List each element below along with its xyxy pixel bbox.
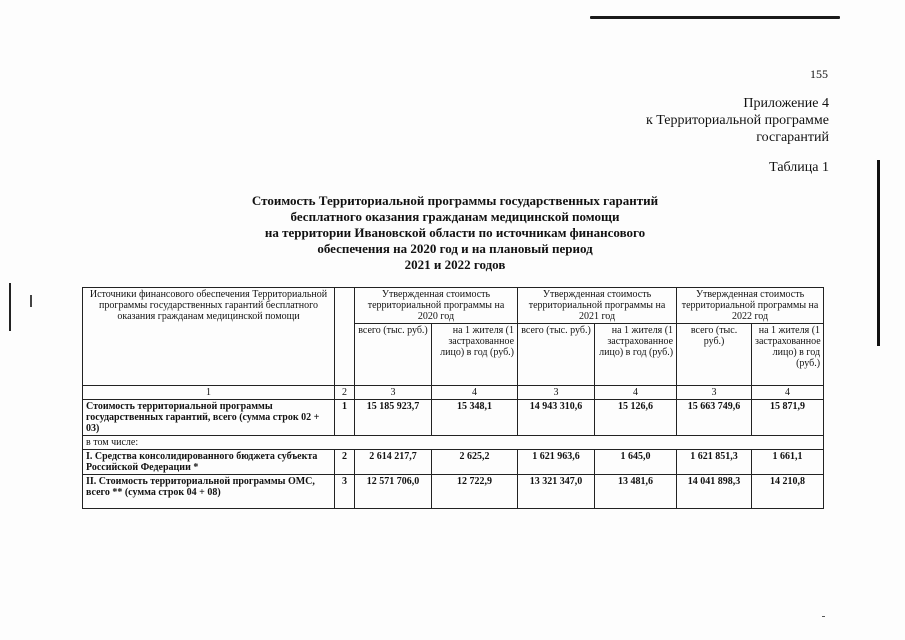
appendix-note	[646, 95, 829, 146]
column-index: 3	[677, 386, 752, 400]
column-index: 1	[83, 386, 335, 400]
year-header-2022: Утвержденная стоимость территориальной программы на 2022 год	[677, 288, 824, 324]
year-header-2021: Утвержденная стоимость территориальной программы на 2021 год	[518, 288, 677, 324]
per-capita-header: на 1 жителя (1 застрахованное лицо) в год (руб.)	[432, 324, 518, 386]
column-index: 3	[355, 386, 432, 400]
total-header: всего (тыс. руб.)	[518, 324, 595, 386]
cell-value: 12 571 706,0	[355, 475, 432, 509]
scan-artifact-mark	[9, 283, 11, 331]
cell-value: 15 126,6	[595, 400, 677, 436]
cell-value: 14 943 310,6	[518, 400, 595, 436]
table-row	[83, 475, 824, 509]
appendix-line: госгарантий	[756, 130, 829, 145]
year-header-2020: Утвержденная стоимость территориальной программы на 2020 год	[355, 288, 518, 324]
column-index: 2	[335, 386, 355, 400]
document-title	[205, 193, 705, 273]
column-index: 4	[595, 386, 677, 400]
title-line: на территории Ивановской области по источникам финансового	[264, 225, 646, 240]
column-index: 4	[432, 386, 518, 400]
scan-artifact-mark	[877, 160, 880, 346]
cell-value: 1 645,0	[595, 450, 677, 475]
page-number: 155	[810, 67, 828, 81]
row-number: 2	[335, 450, 355, 475]
cell-value: 1 621 851,3	[677, 450, 752, 475]
row-number: 3	[335, 475, 355, 509]
scan-artifact-dot	[822, 616, 825, 617]
num-header	[335, 288, 355, 386]
cell-value: 14 041 898,3	[677, 475, 752, 509]
appendix-line: Приложение 4	[743, 96, 829, 111]
title-line: 2021 и 2022 годов	[404, 257, 506, 272]
total-header: всего (тыс. руб.)	[677, 324, 752, 386]
cell-value: 14 210,8	[752, 475, 824, 509]
cell-value: 15 185 923,7	[355, 400, 432, 436]
cost-table	[82, 287, 824, 509]
cell-value: 13 481,6	[595, 475, 677, 509]
cell-value: 12 722,9	[432, 475, 518, 509]
column-index: 4	[752, 386, 824, 400]
title-line: Стоимость Территориальной программы государственных гарантий	[251, 193, 659, 208]
column-index: 3	[518, 386, 595, 400]
table-row	[83, 450, 824, 475]
cell-value: 2 614 217,7	[355, 450, 432, 475]
title-line: обеспечения на 2020 год и на плановый период	[317, 241, 593, 256]
row-label: I. Средства консолидированного бюджета субъекта Российской Федерации *	[83, 450, 335, 475]
cell-value: 1 661,1	[752, 450, 824, 475]
cell-value: 2 625,2	[432, 450, 518, 475]
row-label: в том числе:	[83, 436, 824, 450]
table-label: Таблица 1	[769, 160, 829, 175]
table-row	[83, 400, 824, 436]
scan-artifact-mark	[30, 295, 32, 307]
column-index-row	[83, 386, 824, 400]
row-number: 1	[335, 400, 355, 436]
row-label: Стоимость территориальной программы государственных гарантий, всего (сумма строк 02 + 03)	[83, 400, 335, 436]
appendix-line: к Территориальной программе	[645, 113, 829, 128]
source-header: Источники финансового обеспечения Территориальной программы государственных гарантий бесплатного оказания гражданам медицинской помощи	[83, 288, 335, 386]
table-header-row	[83, 288, 824, 324]
row-label: II. Стоимость территориальной программы ОМС, всего ** (сумма строк 04 + 08)	[83, 475, 335, 509]
title-line: бесплатного оказания гражданам медицинской помощи	[290, 209, 620, 224]
cell-value: 15 871,9	[752, 400, 824, 436]
cell-value: 1 621 963,6	[518, 450, 595, 475]
cell-value: 15 348,1	[432, 400, 518, 436]
per-capita-header: на 1 жителя (1 застрахованное лицо) в год (руб.)	[752, 324, 824, 386]
scan-artifact-line	[590, 16, 840, 19]
table-row	[83, 436, 824, 450]
total-header: всего (тыс. руб.)	[355, 324, 432, 386]
cell-value: 15 663 749,6	[677, 400, 752, 436]
cell-value: 13 321 347,0	[518, 475, 595, 509]
per-capita-header: на 1 жителя (1 застрахованное лицо) в год (руб.)	[595, 324, 677, 386]
